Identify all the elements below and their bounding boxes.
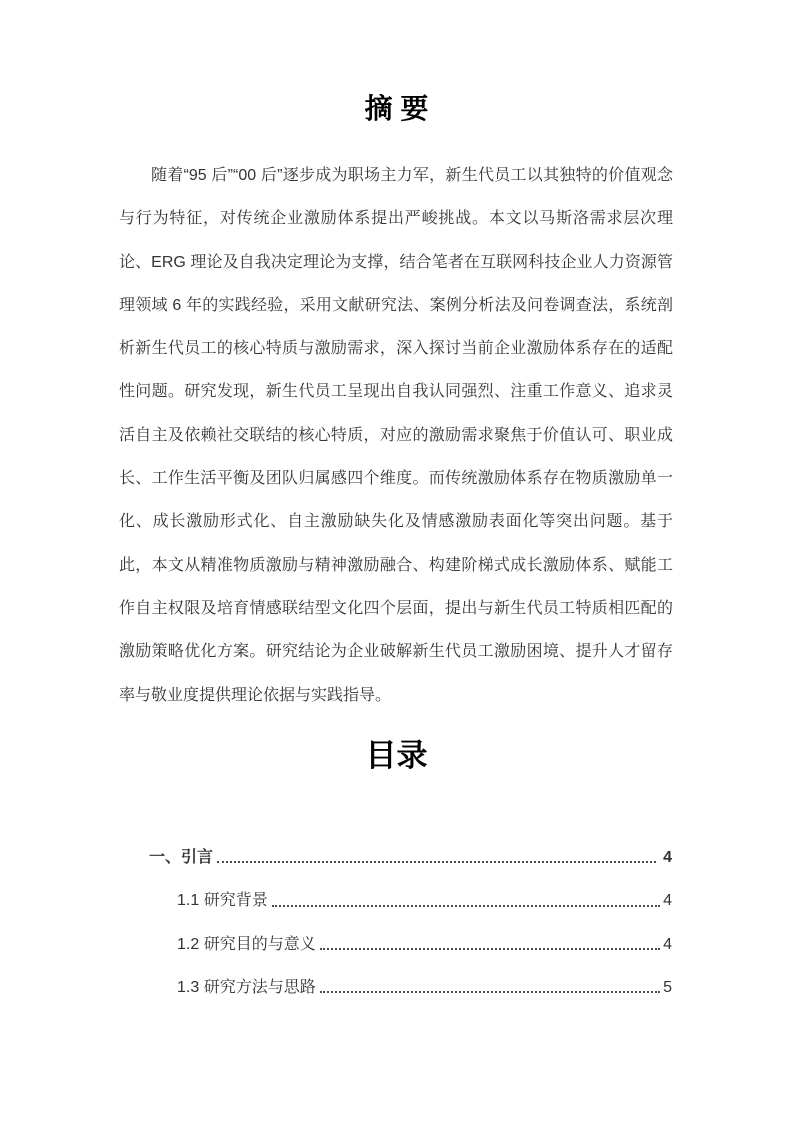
toc-page-number: 4 xyxy=(663,892,672,910)
abstract-line: 论、ERG 理论及自我决定理论为支撑，结合笔者在互联网科技企业人力资源管 xyxy=(119,253,673,271)
toc-entry-research-purpose[interactable] xyxy=(119,923,672,966)
abstract-line: 长、工作生活平衡及团队归属感四个维度。而传统激励体系存在物质激励单一 xyxy=(119,470,673,488)
toc-entry-research-methods[interactable] xyxy=(119,966,672,1009)
abstract-line: 理领域 6 年的实践经验，采用文献研究法、案例分析法及问卷调查法，系统剖 xyxy=(119,296,673,314)
abstract-line: 激励策略优化方案。研究结论为企业破解新生代员工激励困境、提升人才留存 xyxy=(119,643,673,661)
toc-page-number: 4 xyxy=(663,935,672,953)
dot-leader xyxy=(272,905,660,907)
abstract-line: 与行为特征，对传统企业激励体系提出严峻挑战。本文以马斯洛需求层次理 xyxy=(119,210,673,228)
toc-entry-introduction[interactable] xyxy=(119,836,672,879)
toc-list xyxy=(119,836,672,1009)
abstract-line: 析新生代员工的核心特质与激励需求，深入探讨当前企业激励体系存在的适配 xyxy=(119,340,673,358)
abstract-line: 性问题。研究发现，新生代员工呈现出自我认同强烈、注重工作意义、追求灵 xyxy=(119,383,673,401)
abstract-line: 化、成长激励形式化、自主激励缺失化及情感激励表面化等突出问题。基于 xyxy=(119,513,673,531)
toc-entry-research-background[interactable] xyxy=(119,879,672,922)
dot-leader xyxy=(320,948,660,950)
toc-entry-label: 1.2 研究目的与意义 xyxy=(177,935,316,953)
dot-leader xyxy=(217,861,656,863)
abstract-line: 随着“95 后”“00 后”逐步成为职场主力军，新生代员工以其独特的价值观念 xyxy=(151,167,673,184)
abstract-line: 作自主权限及培育情感联结型文化四个层面，提出与新生代员工特质相匹配的 xyxy=(119,599,673,617)
toc-entry-label: 1.3 研究方法与思路 xyxy=(177,978,316,996)
abstract-line: 活自主及依赖社交联结的核心特质，对应的激励需求聚焦于价值认可、职业成 xyxy=(119,426,673,444)
abstract-heading: 摘 要 xyxy=(364,93,429,124)
abstract-line: 率与敬业度提供理论依据与实践指导。 xyxy=(119,686,392,704)
toc-page-number: 4 xyxy=(663,849,672,866)
abstract-paragraph xyxy=(119,154,673,717)
abstract-line: 此，本文从精准物质激励与精神激励融合、构建阶梯式成长激励体系、赋能工 xyxy=(119,556,673,574)
toc-page-number: 5 xyxy=(663,978,672,996)
toc-heading: 目录 xyxy=(365,738,428,773)
toc-entry-label: 一、引言 xyxy=(149,849,214,866)
dot-leader xyxy=(320,991,660,993)
toc-entry-label: 1.1 研究背景 xyxy=(177,892,268,910)
